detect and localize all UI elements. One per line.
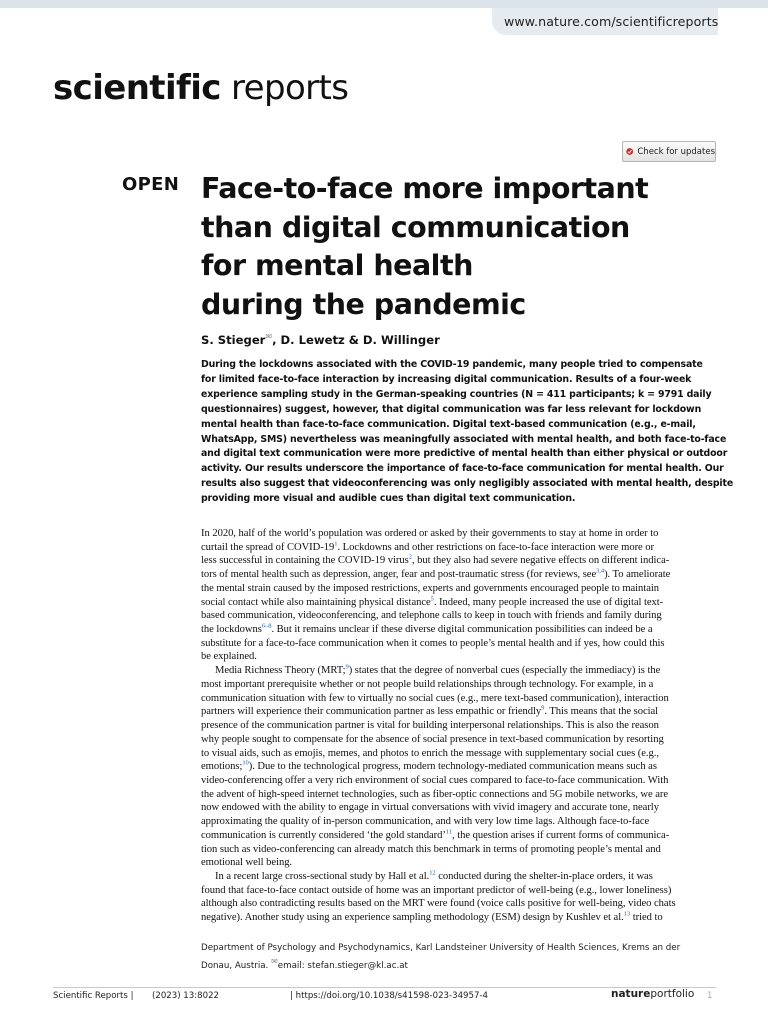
body-text: tors of mental health such as depression, anger, fear and post-traumatic stress (for reviews, see bbox=[201, 569, 597, 581]
body-text: emotional well being. bbox=[201, 857, 293, 869]
body-line bbox=[201, 568, 716, 582]
body-text: to visual aids, such as emojis, memes, and photos to enrich the message with supplementary social cues (e.g., bbox=[201, 747, 659, 759]
body-line bbox=[201, 815, 716, 829]
body-line bbox=[201, 664, 716, 678]
body-text: video-conferencing offer a very rich environment of social cues compared to face-to-face communication. With bbox=[201, 774, 669, 786]
body-line bbox=[201, 719, 716, 733]
envelope-icon: ✉ bbox=[271, 957, 278, 967]
body-text: tion such as video-conferencing can already match this benchmark in terms of promoting people’s mental and bbox=[201, 843, 661, 855]
affiliation-footnote bbox=[201, 941, 721, 974]
body-line bbox=[201, 843, 716, 857]
body-line bbox=[201, 650, 716, 664]
check-for-updates-button[interactable] bbox=[622, 141, 716, 162]
body-text: tried to bbox=[630, 912, 663, 924]
abstract-line: and digital text communication were more predictive of mental health than either physical or outdoor bbox=[201, 448, 728, 460]
abstract-line: activity. Our results underscore the importance of face-to-face communication for mental health. Our bbox=[201, 463, 724, 475]
nature-portfolio-logo bbox=[611, 988, 694, 1000]
abstract-line: providing more visual and audible cues than digital text communication. bbox=[201, 493, 576, 505]
body-line bbox=[201, 678, 716, 692]
body-line bbox=[201, 870, 716, 884]
doi-link[interactable]: | https://doi.org/10.1038/s41598-023-34957-4 bbox=[290, 991, 489, 1001]
abstract-line: WhatsApp, SMS) nevertheless was meaningfully associated with mental health, and both face-to-face bbox=[201, 433, 727, 445]
body-line bbox=[201, 911, 716, 925]
body-text: ) states that the degree of nonverbal cues (especially the immediacy) is the bbox=[348, 665, 661, 677]
logo-bold-text: scientific bbox=[53, 68, 221, 108]
body-line bbox=[201, 692, 716, 706]
citation-reference-link[interactable]: 1 bbox=[334, 540, 338, 548]
body-text: most important prerequisite whether or not people build relationships through technology. For example, in a bbox=[201, 678, 654, 690]
body-line bbox=[201, 801, 716, 815]
body-line bbox=[201, 829, 716, 843]
body-line bbox=[201, 596, 716, 610]
body-text: less successful in containing the COVID-19 virus bbox=[201, 555, 409, 567]
body-text: curtail the spread of COVID-19 bbox=[201, 541, 335, 553]
body-text: In 2020, half of the world’s population was ordered or asked by their governments to stay at home in order to bbox=[201, 528, 659, 539]
citation-reference-link[interactable]: 3,4 bbox=[596, 567, 605, 575]
author-list bbox=[201, 332, 440, 347]
body-line bbox=[201, 897, 716, 911]
body-text: the lockdowns bbox=[201, 624, 262, 636]
body-line bbox=[201, 541, 716, 555]
body-line bbox=[201, 884, 716, 898]
abstract-line: mental health than face-to-face communication. Digital text-based communication (e.g., e-mail, bbox=[201, 418, 696, 430]
body-text: social contact while also maintaining physical distance bbox=[201, 596, 431, 608]
body-text: ). To ameliorate bbox=[604, 569, 671, 581]
body-text: communication situation with few to virtually no social cues (e.g., mere text-based communication), interaction bbox=[201, 692, 669, 704]
body-line bbox=[201, 760, 716, 774]
body-text: . But it remains unclear if these diverse digital communication possibilities can indeed be a bbox=[271, 624, 653, 636]
body-text: Media Richness Theory (MRT; bbox=[215, 665, 346, 677]
check-for-updates-label: Check for updates bbox=[637, 146, 715, 157]
body-line bbox=[201, 637, 716, 651]
body-line bbox=[201, 733, 716, 747]
logo-light-text: reports bbox=[220, 68, 349, 108]
body-text: conducted during the shelter-in-place orders, it was bbox=[435, 870, 653, 882]
citation-reference-link[interactable]: 12 bbox=[429, 869, 436, 877]
title-line: during the pandemic bbox=[201, 287, 526, 321]
body-text: In a recent large cross-sectional study by Hall et al. bbox=[215, 870, 430, 882]
author-first[interactable]: S. Stieger bbox=[201, 332, 266, 347]
body-line bbox=[201, 788, 716, 802]
body-text: found that face-to-face contact outside of home was an important predictor of well-being (e.g., lower loneliness) bbox=[201, 884, 672, 896]
abstract-line: for limited face-to-face interaction by increasing digital communication. Results of a four-week bbox=[201, 373, 692, 385]
body-text: now endowed with the ability to engage in virtual conversations with vivid imagery and accurate tone, nearly bbox=[201, 802, 659, 814]
envelope-icon[interactable]: ✉ bbox=[265, 332, 273, 341]
title-line: Face-to-face more important bbox=[201, 172, 649, 205]
body-text: negative). Another study using an experience sampling methodology (ESM) design by Kushlev et al. bbox=[201, 912, 624, 924]
citation-reference-link[interactable]: 2 bbox=[408, 553, 412, 561]
body-text: partners will experience their communication partner as less empathic or friendly bbox=[201, 706, 542, 718]
body-line bbox=[201, 856, 716, 870]
title-line: than digital communication bbox=[201, 210, 630, 244]
body-line bbox=[201, 705, 716, 719]
body-text: . This means that the social bbox=[544, 706, 659, 718]
body-text: substitute for a face-to-face communication when it comes to people’s mental health and if yes, how could this bbox=[201, 637, 665, 649]
citation-reference-link[interactable]: 13 bbox=[623, 910, 631, 918]
affiliation-line: Department of Psychology and Psychodynamics, Karl Landsteiner University of Health Sciences, Krems an der bbox=[201, 943, 681, 953]
affiliation-line-2 bbox=[201, 955, 721, 973]
citation-reference-link[interactable]: 11 bbox=[445, 828, 453, 836]
publisher-light: portfolio bbox=[650, 988, 695, 1000]
title-line: for mental health bbox=[201, 249, 473, 282]
corresponding-email-link[interactable]: email: stefan.stieger@kl.ac.at bbox=[277, 961, 408, 972]
body-text: ). Due to the technological progress, modern technology-mediated communication means such as bbox=[248, 761, 657, 773]
footer-journal: Scientific Reports | bbox=[53, 991, 134, 1001]
body-text: presence of the communication partner is vital for building interpersonal relationships. This is also the reason bbox=[201, 720, 659, 732]
body-line bbox=[201, 527, 716, 541]
body-line bbox=[201, 582, 716, 596]
body-line bbox=[201, 774, 716, 788]
body-line bbox=[201, 747, 716, 761]
body-text: emotions; bbox=[201, 761, 243, 773]
footer-year-volume: (2023) 13:8022 bbox=[152, 991, 220, 1001]
abstract-line: questionnaires) suggest, however, that digital communication was far less relevant for lockdown bbox=[201, 403, 702, 415]
affiliation-location: Donau, Austria. bbox=[201, 961, 272, 972]
citation-reference-link[interactable]: 10 bbox=[242, 759, 249, 767]
article-body bbox=[201, 527, 716, 925]
body-text: the advent of high-speed internet technologies, such as fiber-optic connections and 5G mobile networks, we are bbox=[201, 788, 669, 800]
body-text: , the question arises if current forms of communica- bbox=[452, 829, 670, 841]
open-access-badge: OPEN bbox=[122, 174, 180, 195]
article-title bbox=[201, 170, 671, 324]
citation-reference-link[interactable]: 9 bbox=[541, 704, 545, 712]
body-line bbox=[201, 623, 716, 637]
body-text: why people sought to compensate for the absence of social presence in text-based communication by resorting bbox=[201, 733, 664, 745]
citation-reference-link[interactable]: 9 bbox=[345, 663, 349, 671]
body-text: communication is currently considered ‘the gold standard’ bbox=[201, 829, 446, 841]
author-rest[interactable]: , D. Lewetz & D. Willinger bbox=[272, 332, 440, 347]
body-text: . Indeed, many people increased the use of digital text- bbox=[433, 596, 664, 608]
top-strip bbox=[0, 0, 768, 8]
body-text: although also contradicting results based on the MRT were found (voice calls positive for well-being, video chats bbox=[201, 898, 676, 910]
body-line bbox=[201, 554, 716, 568]
abstract-line: results also suggest that videoconferencing was only negligibly associated with mental health, despite bbox=[201, 478, 734, 490]
journal-logo[interactable] bbox=[53, 68, 348, 108]
body-text: based communication, videoconferencing, and telephone calls to keep in touch with friends and family during bbox=[201, 610, 662, 622]
body-text: the mental strain caused by the imposed restrictions, experts and governments encouraged people to maintain bbox=[201, 582, 659, 594]
journal-url-link[interactable]: www.nature.com/scientificreports bbox=[504, 14, 719, 29]
citation-reference-link[interactable]: 6–8 bbox=[261, 622, 272, 630]
crossmark-icon bbox=[626, 145, 633, 158]
body-line bbox=[201, 609, 716, 623]
abstract bbox=[201, 358, 734, 507]
citation-reference-link[interactable]: 5 bbox=[430, 595, 434, 603]
page-number: 1 bbox=[707, 991, 713, 1001]
body-text: . Lockdowns and other restrictions on face-to-face interaction were more or bbox=[337, 541, 655, 553]
abstract-line: During the lockdowns associated with the COVID-19 pandemic, many people tried to compensate bbox=[201, 359, 703, 370]
body-text: approximating the quality of in-person communication, and with very low time lags. Although face-to-face bbox=[201, 816, 650, 828]
body-text: be explained. bbox=[201, 651, 257, 663]
publisher-bold: nature bbox=[611, 988, 651, 1000]
abstract-line: experience sampling study in the German-speaking countries (N = 411 participants; k = 9791 daily bbox=[201, 388, 712, 400]
body-text: , but they also had severe negative effects on different indica- bbox=[411, 555, 670, 567]
